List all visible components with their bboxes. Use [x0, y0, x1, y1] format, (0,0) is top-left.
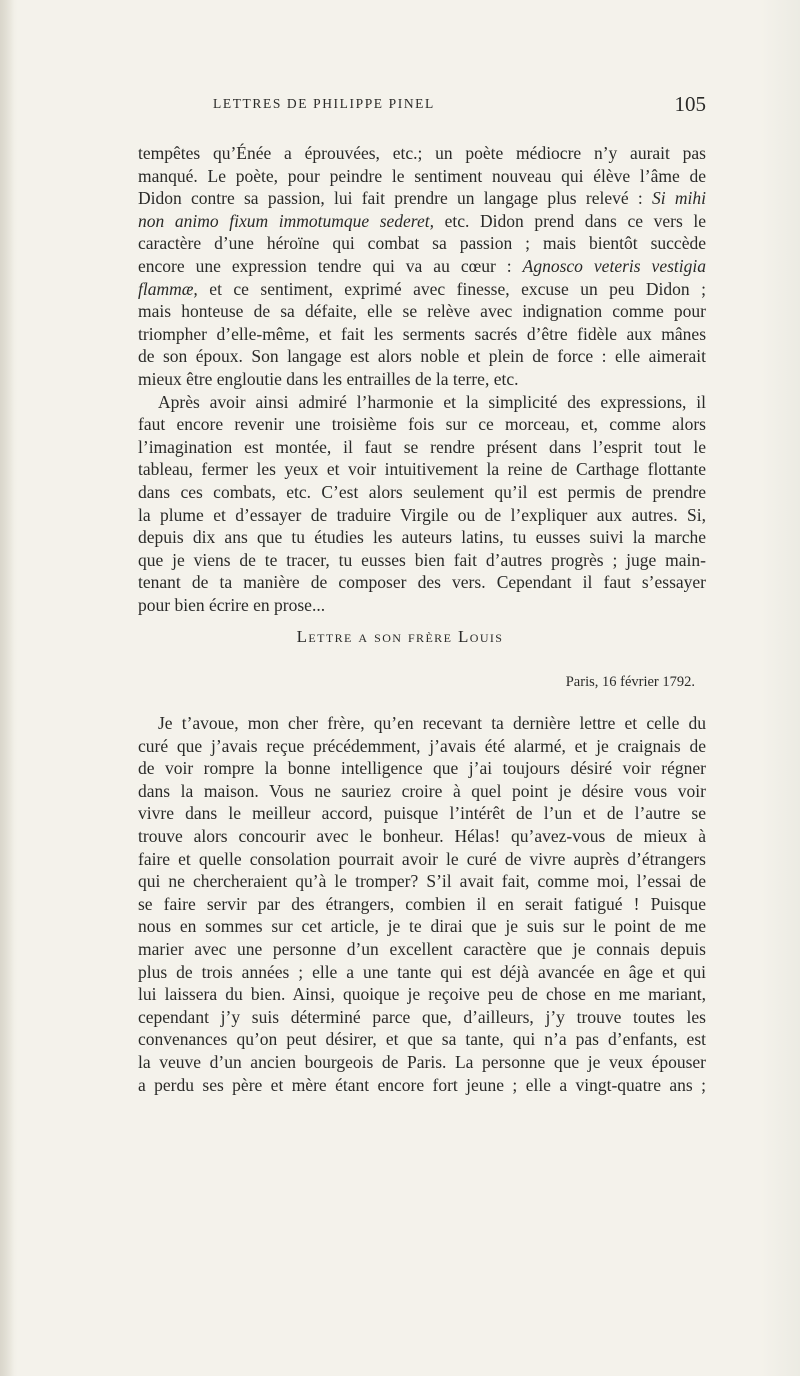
- text-line: dans ces combats, etc. C’est alors seulement qu’il est permis de prendre: [138, 481, 706, 502]
- text-line: faut encore revenir une troisième fois sur ce morceau, et, comme alors: [138, 414, 706, 435]
- text-line: convenances qu’on peut désirer, et que sa tante, qui n’a pas d’enfants, est: [138, 1029, 706, 1050]
- dateline: Paris, 16 février 1792.: [565, 674, 695, 690]
- text-line: Après avoir ainsi admiré l’harmonie et la simplicité des expressions, il: [158, 391, 706, 412]
- letter-heading-text: Lettre a son frère Louis: [296, 627, 504, 646]
- running-title: LETTRES DE PHILIPPE PINEL: [213, 96, 435, 111]
- text-segment: etc. Didon prend dans ce vers le: [444, 210, 707, 231]
- text-line: de voir rompre la bonne intelligence que j’ai toujours désiré voir régner: [138, 758, 706, 779]
- paragraph: [138, 391, 706, 617]
- page-number: 105: [674, 92, 706, 116]
- text-line: [138, 278, 706, 301]
- text-line: mieux être engloutie dans les entrailles de la terre, etc.: [138, 368, 519, 389]
- text-line: que je viens de te tracer, tu eusses bien fait d’autres progrès ; juge main-: [138, 549, 706, 570]
- running-head: [138, 92, 706, 120]
- text-line: la plume et d’essayer de traduire Virgile ou de l’expliquer aux autres. Si,: [138, 504, 706, 525]
- text-line: qui ne chercheraient qu’à le tromper? S’il avait fait, comme moi, l’essai de: [138, 871, 706, 892]
- text-segment: encore une expression tendre qui va au cœur :: [138, 255, 512, 276]
- text-line: tenant de ta manière de composer des vers. Cependant il faut s’essayer: [138, 572, 706, 593]
- text-line: [138, 210, 706, 233]
- text-line: Je t’avoue, mon cher frère, qu’en recevant ta dernière lettre et celle du: [158, 713, 706, 733]
- letter-heading: [0, 627, 800, 647]
- letter-body: [138, 712, 706, 1096]
- text-line: curé que j’avais reçue précédemment, j’avais été alarmé, et je craignais de: [138, 735, 706, 756]
- text-line: dans la maison. Vous ne sauriez croire à quel point je désire vous voir: [138, 780, 706, 801]
- text-segment: Didon contre sa passion, lui fait prendre un langage plus relevé :: [138, 188, 643, 209]
- text-line: se faire servir par des étrangers, combien il en serait fatigué ! Puisque: [138, 893, 706, 914]
- text-line: cependant j’y suis déterminé parce que, d’ailleurs, j’y trouve toutes les: [138, 1006, 706, 1027]
- latin-quote: Si mihi: [652, 188, 706, 209]
- text-line: tableau, fermer les yeux et voir intuitivement la reine de Carthage flottante: [138, 459, 706, 480]
- text-line: mais honteuse de sa défaite, elle se relève avec indignation comme pour: [138, 301, 706, 322]
- text-line: la veuve d’un ancien bourgeois de Paris. La personne que je veux épouser: [138, 1051, 706, 1072]
- text-line: manqué. Le poète, pour peindre le sentiment nouveau qui élève l’âme de: [138, 165, 706, 186]
- text-segment: et ce sentiment, exprimé avec finesse, excuse un peu Didon ;: [209, 278, 707, 299]
- text-line: triompher d’elle-même, et fait les serments sacrés d’être fidèle aux mânes: [138, 323, 706, 344]
- text-line: a perdu ses père et mère étant encore fort jeune ; elle a vingt-quatre ans ;: [138, 1074, 706, 1095]
- text-line: nous en sommes sur cet article, je te dirai que je suis sur le point de me: [138, 916, 706, 937]
- text-line: depuis dix ans que tu étudies les auteurs latins, tu eusses suivi la marche: [138, 527, 706, 548]
- text-line: marier avec une personne d’un excellent caractère que je connais depuis: [138, 938, 706, 959]
- text-line: caractère d’une héroïne qui combat sa passion ; mais bientôt succède: [138, 233, 706, 254]
- text-line: de son époux. Son langage est alors noble et plein de force : elle aimerait: [138, 346, 706, 367]
- text-line: trouve alors concourir avec le bonheur. Hélas! qu’avez-vous de mieux à: [138, 825, 706, 846]
- body-text: [138, 142, 706, 616]
- text-line: lui laissera du bien. Ainsi, quoique je reçoive peu de chose en me mariant,: [138, 984, 706, 1005]
- text-line: vivre dans le meilleur accord, puisque l’intérêt de l’un et de l’autre se: [138, 803, 706, 824]
- text-line: [138, 255, 706, 278]
- text-line: plus de trois années ; elle a une tante qui est déjà avancée en âge et qui: [138, 961, 706, 982]
- latin-quote: Agnosco veteris vestigia: [522, 255, 706, 276]
- text-line: faire et quelle consolation pourrait avoir le curé de vivre auprès d’étrangers: [138, 848, 706, 869]
- latin-quote: non animo fixum immotumque sederet,: [138, 210, 434, 231]
- page-gutter-shadow: [0, 0, 14, 1376]
- text-line: [138, 187, 706, 210]
- text-line: pour bien écrire en prose...: [138, 594, 326, 615]
- paragraph: [138, 142, 706, 391]
- text-line: l’imagination est montée, il faut se rendre présent dans l’esprit tout le: [138, 436, 706, 457]
- text-line: tempêtes qu’Énée a éprouvées, etc.; un poète médiocre n’y aurait pas: [138, 143, 706, 163]
- latin-quote: flammæ,: [138, 278, 198, 299]
